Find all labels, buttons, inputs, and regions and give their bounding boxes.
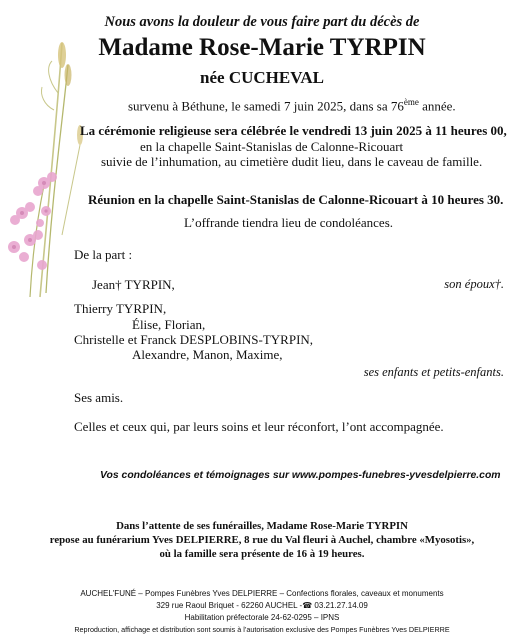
child-1: Thierry TYRPIN, <box>74 301 167 316</box>
maiden-name: née CUCHEVAL <box>200 68 324 87</box>
ceremony-text: La cérémonie religieuse sera célébrée le vendredi 13 juin 2025 à 11 heures 00, <box>80 123 507 138</box>
thanks-text: Celles et ceux qui, par leurs soins et leur réconfort, l’ont accompagnée. <box>74 419 444 434</box>
children-relation: ses enfants et petits-enfants. <box>363 365 504 379</box>
friends-text: Ses amis. <box>74 390 124 405</box>
condolences-link[interactable]: Vos condoléances et témoignages sur www.pompes-funebres-yvesdelpierre.com <box>100 470 501 481</box>
grandchildren-2: Alexandre, Manon, Maxime, <box>132 347 283 362</box>
offering-text: L’offrande tiendra lieu de condoléances. <box>184 215 393 230</box>
death-info-sup: ème <box>403 97 419 107</box>
intro-text: Nous avons la douleur de vous faire part du décès de <box>104 14 420 30</box>
footer-line-2: 329 rue Raoul Briquet - 62260 AUCHEL -☎ 03.21.27.14.09 <box>156 601 368 610</box>
husband-relation: son époux†. <box>444 277 504 291</box>
funeral-home-line-3: où la famille sera présente de 16 à 19 heures. <box>159 548 365 560</box>
footer-line-3: Habilitation préfectorale 24-62-0295 – IPNS <box>184 613 340 622</box>
burial-text: suivie de l’inhumation, au cimetière dudit lieu, dans le caveau de famille. <box>101 154 483 169</box>
death-info-text: survenu à Béthune, le samedi 7 juin 2025, dans sa 76 <box>128 98 404 114</box>
chapel-text: en la chapelle Saint-Stanislas de Calonne-Ricouart <box>140 139 404 154</box>
death-info-end: année. <box>418 98 456 114</box>
child-2: Christelle et Franck DESPLOBINS-TYRPIN, <box>74 332 314 347</box>
deceased-name: Madame Rose-Marie TYRPIN <box>98 34 426 61</box>
footer-line-1: AUCHEL'FUNÉ – Pompes Funèbres Yves DELPIERRE – Confections florales, caveaux et monuments <box>80 589 444 598</box>
husband-name: Jean† TYRPIN, <box>92 277 175 292</box>
footer-line-4: Reproduction, affichage et distribution sont soumis à l’autorisation exclusive des Pompes Funèbres Yves DELPIERRE <box>74 625 450 634</box>
death-info <box>128 97 456 114</box>
from-label: De la part : <box>74 247 133 262</box>
meeting-text: Réunion en la chapelle Saint-Stanislas de Calonne-Ricouart à 10 heures 30. <box>88 192 504 207</box>
funeral-home-line-1: Dans l’attente de ses funérailles, Madame Rose-Marie TYRPIN <box>116 520 408 532</box>
grandchildren-1: Élise, Florian, <box>132 317 206 332</box>
funeral-home-line-2: repose au funérarium Yves DELPIERRE, 8 rue du Val fleuri à Auchel, chambre «Myosotis», <box>49 534 475 546</box>
